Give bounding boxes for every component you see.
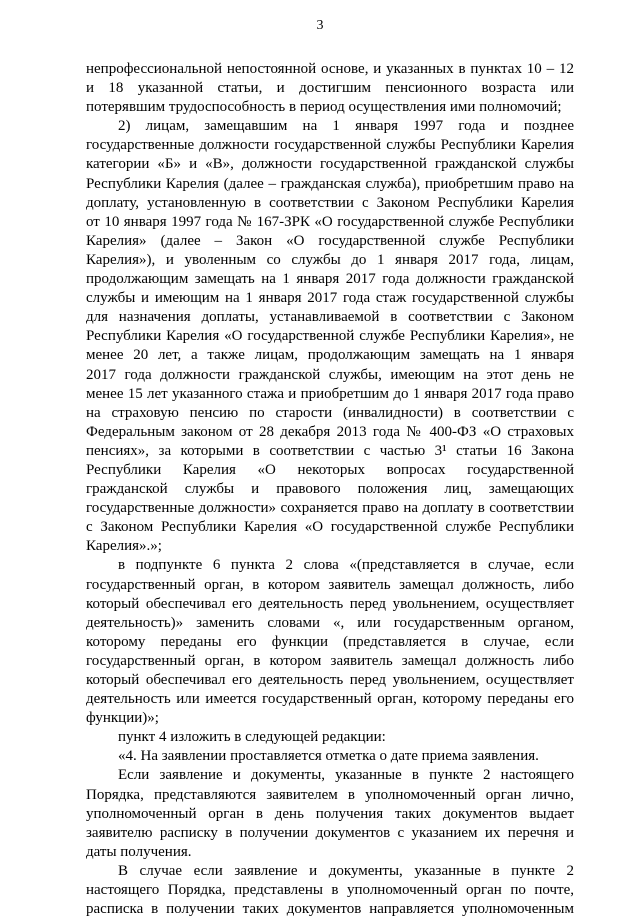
- text-line: даты получения.: [86, 843, 192, 860]
- paragraph: [86, 728, 574, 747]
- text-line: «4. На заявлении проставляется отметка о дате приема заявления.: [118, 748, 539, 765]
- text-line: и 18 указанной статьи, и достигшим пенсионного возраста или: [86, 80, 574, 97]
- text-line: от 10 января 1997 года № 167-ЗРК «О государственной службе Республики: [86, 213, 574, 230]
- text-line: пенсиях», за которыми в соответствии с частью 3¹ статьи 16 Закона: [86, 442, 574, 459]
- text-line: Карелия» (далее – Закон «О государственной службе Республики: [86, 232, 574, 249]
- text-line: государственные должности» сохраняется право на доплату в соответствии: [86, 500, 574, 517]
- text-line: гражданской службы и правового положения лиц, замещающих: [86, 481, 574, 498]
- text-line: уполномоченный орган в день получения таких документов выдает: [86, 805, 574, 822]
- paragraph: [86, 117, 574, 556]
- text-line: который обеспечивал его деятельность перед увольнением, осуществляет: [86, 672, 574, 688]
- paragraph: [86, 862, 574, 919]
- text-line: Федеральным законом от 28 декабря 2013 года № 400-ФЗ «О страховых: [86, 423, 574, 440]
- text-line: государственный орган, в котором заявитель замещал должность, либо: [86, 576, 574, 593]
- text-line: категории «Б» и «В», должности государственной гражданской службы: [86, 156, 574, 173]
- text-line: службы и имеющим на 1 января 2017 года стаж государственной службы: [86, 290, 574, 307]
- paragraph: [86, 766, 574, 861]
- document-body: [86, 60, 574, 919]
- text-line: Республики Карелия (далее – гражданская служба), приобретшим право на: [86, 175, 574, 192]
- text-line: Республики Карелия «О некоторых вопросах государственной: [86, 461, 574, 478]
- text-line: менее 15 лет указанного стажа и приобретшим до 1 января 2017 года право: [86, 385, 574, 402]
- text-line: государственные должности государственной службы Республики Карелия: [86, 137, 574, 154]
- text-line: Карелия».»;: [86, 538, 162, 555]
- text-line: Если заявление и документы, указанные в пункте 2 настоящего: [118, 767, 574, 784]
- text-line: настоящего Порядка, представлены в уполномоченный орган по почте,: [86, 882, 574, 899]
- paragraph: [86, 556, 574, 728]
- text-line: функции)»;: [86, 710, 159, 727]
- text-line: который обеспечивал его деятельность перед увольнением, осуществляет: [86, 595, 574, 612]
- text-line: 2) лицам, замещавшим на 1 января 1997 года и позднее: [118, 118, 574, 135]
- text-line: в подпункте 6 пункта 2 слова «(представляется в случае, если: [118, 557, 574, 574]
- text-line: потерявшим трудоспособность в период осуществления ими полномочий;: [86, 99, 562, 116]
- text-line: государственный орган, в котором заявитель замещал должность либо: [86, 652, 574, 669]
- paragraph: [86, 60, 574, 117]
- text-line: с Законом Республики Карелия «О государственной службе Республики: [86, 519, 574, 536]
- text-line: которому переданы его функции (представляется в случае, если: [86, 633, 574, 650]
- text-line: заявителю расписку в получении документов с указанием их перечня и: [86, 824, 574, 841]
- page-number: 3: [316, 18, 324, 33]
- text-line: деятельность)» заменить словами «, или государственным органом,: [86, 614, 574, 631]
- paragraph: [86, 747, 574, 766]
- text-line: продолжающим замещать на 1 января 2017 года должности гражданской: [86, 271, 574, 288]
- text-line: 2017 года должности гражданской службы, имеющим на этот день не: [86, 366, 574, 383]
- text-line: Республики Карелия «О государственной службе Республики Карелия», не: [86, 328, 574, 345]
- text-line: деятельность или имеется государственный орган, которому переданы его: [86, 691, 574, 708]
- text-line: менее 20 лет, а также лицам, продолжающим замещать на 1 января: [86, 347, 574, 364]
- text-line: для назначения доплаты, устанавливаемой в соответствии с Законом: [86, 309, 574, 326]
- text-line: Карелия»), и уволенным со службы до 1 января 2017 года, лицам,: [86, 251, 574, 268]
- text-line: В случае если заявление и документы, указанные в пункте 2: [118, 862, 574, 879]
- text-line: пункт 4 изложить в следующей редакции:: [118, 729, 386, 746]
- text-line: Порядка, представляются заявителем в уполномоченный орган лично,: [86, 786, 574, 803]
- text-line: расписка в получении таких документов направляется уполномоченным: [86, 901, 574, 918]
- text-line: доплату, установленную в соответствии с Законом Республики Карелия: [86, 194, 574, 211]
- text-line: непрофессиональной непостоянной основе, и указанных в пунктах 10 – 12: [86, 61, 574, 77]
- text-line: на страховую пенсию по старости (инвалидности) в соответствии с: [86, 404, 574, 421]
